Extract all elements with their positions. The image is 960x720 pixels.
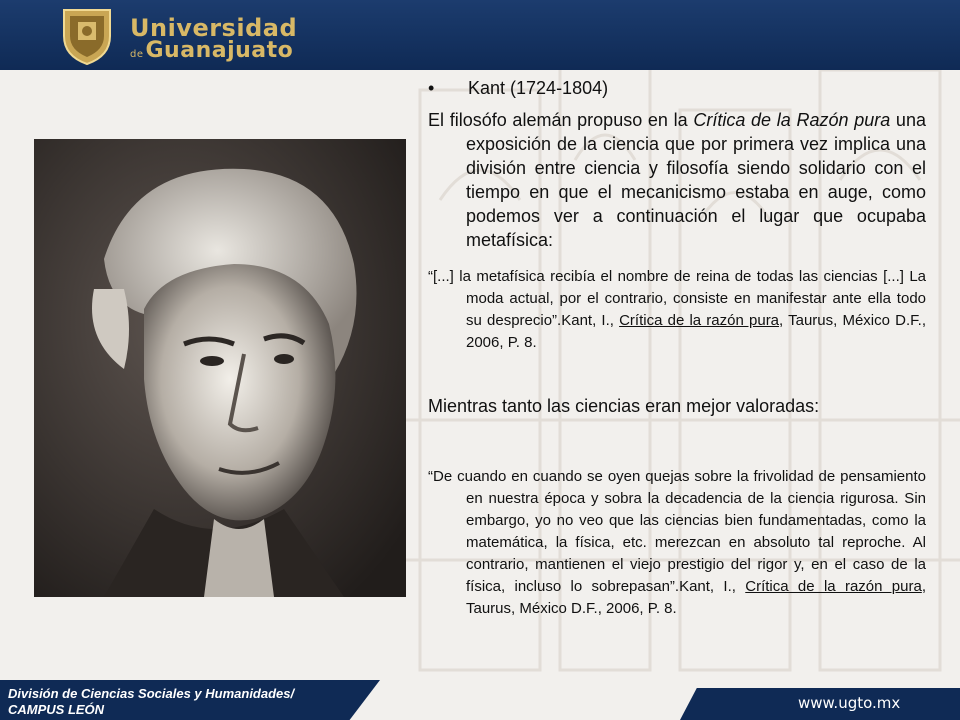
footer-url-link[interactable]: www.ugto.mx (798, 694, 901, 712)
quote1-citation: , Taurus, México D.F., 2006, P. 8. (466, 312, 926, 351)
footer-line2: CAMPUS LEÓN (8, 702, 105, 717)
quote1-text: “[...] la metafísica recibía el nombre de reina de todas las ciencias [...] La moda actual, por el contrario, consiste en manifestar ante ella todo su desprecio”.Kant, I., (428, 268, 926, 329)
bullet-symbol: • (428, 78, 435, 98)
intro-italic-title: Crítica de la Razón pura (693, 110, 891, 130)
bullet-kant (428, 76, 926, 100)
brand-university: Universidad (130, 14, 298, 42)
footer-division (8, 686, 294, 718)
content-area (428, 76, 926, 620)
quote-metaphysics (428, 266, 926, 354)
quote2-citation: , Taurus, México D.F., 2006, P. 8. (466, 578, 926, 617)
section-heading: Mientras tanto las ciencias eran mejor valoradas: (428, 396, 820, 416)
quote-sciences (428, 466, 926, 620)
bullet-text: Kant (1724-1804) (468, 78, 609, 98)
brand-de: de (130, 49, 144, 60)
kant-portrait (34, 139, 406, 597)
intro-after: una exposición de la ciencia que por primera vez implica una división entre ciencia y filosofía siendo solidario con el tiempo en que el mecanicismo estaba en auge, como podemos ver a continuación el lugar que ocupaba metafísica: (466, 110, 926, 250)
quote2-book-title: Crítica de la razón pura (745, 578, 922, 595)
university-crest-icon (58, 6, 116, 66)
brand-name: Guanajuato (145, 38, 294, 63)
intro-paragraph (428, 108, 926, 252)
quote2-text: “De cuando en cuando se oyen quejas sobre la frivolidad de pensamiento en nuestra época y sobra la decadencia de la ciencia rigurosa. Sin embargo, yo no veo que las ciencias bien fundamentadas, como la matemática, la física, etc. merezcan en absoluto tal reproche. Al contrario, mantienen el viejo prestigio del rigor y, en el caso de la física, incluso lo sobrepasan”.Kant, I., (428, 468, 926, 595)
quote1-book-title: Crítica de la razón pura (619, 312, 780, 329)
brand-guanajuato (130, 38, 293, 63)
footer-line1: División de Ciencias Sociales y Humanidades/ (8, 686, 295, 701)
intro-before: El filosófo alemán propuso en la (428, 110, 694, 130)
